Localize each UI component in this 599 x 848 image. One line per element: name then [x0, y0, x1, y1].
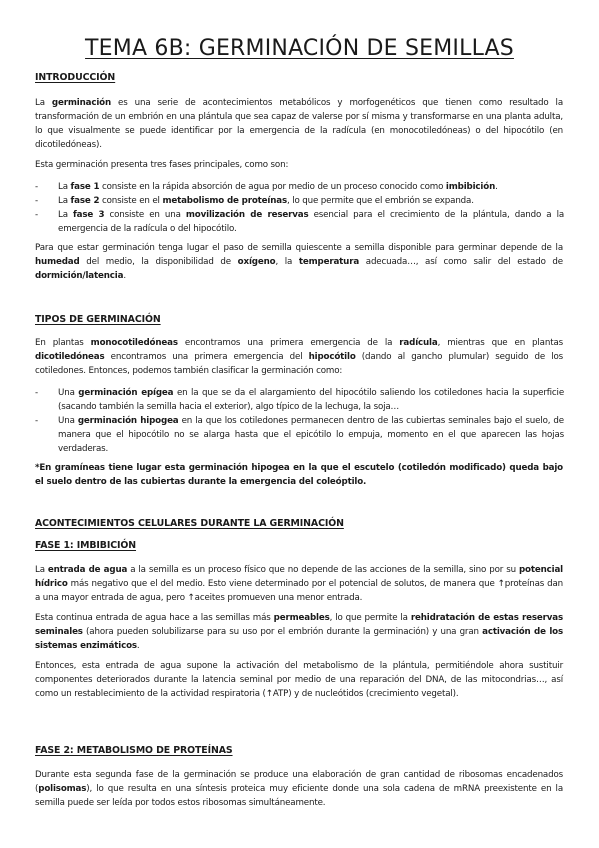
bold-term: potencial hídrico: [35, 565, 563, 589]
intro-bullet-3: - La fase 3 consiste en una movilización de reservas esencial para el crecimiento de la plántula, dando a la emergencia de la radícula o del hipocótilo.: [35, 210, 565, 234]
bold-term: dormición/latencia: [35, 271, 124, 281]
bold-term: germinación hipogea: [77, 416, 179, 426]
heading-fase-1: FASE 1: IMBIBICIÓN: [35, 540, 137, 551]
bold-term: fase 1: [70, 182, 100, 192]
bold-term: humedad: [35, 257, 80, 267]
bold-term: polisomas: [38, 784, 87, 794]
bold-term: germinación epígea: [78, 388, 174, 398]
heading-tipos: TIPOS DE GERMINACIÓN: [35, 314, 161, 325]
fase1-paragraph-3: Entonces, esta entrada de agua supone la activación del metabolismo de la plántula, permitiéndole ahora sustituir componentes deteriorados durante la latencia seminal por medio de una reparación del DNA, de las mitocondrias…, así como un restablecimiento de la actividad respiratoria (↑ATP) y de nucleótidos (crecimiento vegetal).: [35, 661, 563, 699]
heading-fase-2: FASE 2: METABOLISMO DE PROTEÍNAS: [35, 745, 233, 756]
bold-term: fase 2: [70, 196, 100, 206]
bold-term: movilización de reservas: [185, 210, 309, 220]
bold-term: imbibición: [445, 182, 496, 192]
bold-term: fase 3: [72, 210, 105, 220]
fase2-paragraph-1: Durante esta segunda fase de la germinación se produce una elaboración de gran cantidad de ribosomas encadenados (polisomas), lo que resulta en una síntesis proteica muy eficiente donde una sola cadena de mRNA preexistente en la semilla puede ser leída por todos estos ribosomas simultáneamente.: [35, 770, 563, 808]
tipos-note: *En gramíneas tiene lugar esta germinación hipogea en la que el escutelo (cotiledón modificado) queda bajo el suelo dentro de las cubiertas durante la emergencia del coleóptilo.: [35, 463, 563, 487]
bold-term: temperatura: [298, 257, 360, 267]
bold-term: germinación: [51, 98, 112, 108]
bold-term: oxígeno: [237, 257, 276, 267]
heading-acontecimientos: ACONTECIMIENTOS CELULARES DURANTE LA GERMINACIÓN: [35, 518, 344, 529]
bold-term: hipocótilo: [308, 352, 356, 362]
bold-term: activación de los sistemas enzimáticos: [35, 627, 563, 651]
heading-introduccion: INTRODUCCIÓN: [35, 72, 116, 83]
fase1-paragraph-1: La entrada de agua a la semilla es un proceso físico que no depende de las acciones de la semilla, sino por su potencial hídrico más negativo que el del medio. Esto viene determinado por el potencial de solutos, de manera que ↑proteínas dan a una mayor entrada de agua, pero ↑aceites promueven una menor entrada.: [35, 565, 563, 603]
fase1-paragraph-2: Esta continua entrada de agua hace a las semillas más permeables, lo que permite la rehidratación de estas reservas seminales (ahora pueden solubilizarse para su uso por el embrión durante la germinación) y una gran activación de los sistemas enzimáticos.: [35, 613, 563, 651]
intro-bullet-2: - La fase 2 consiste en el metabolismo de proteínas, lo que permite que el embrión se expanda.: [35, 196, 474, 206]
bold-term: metabolismo de proteínas: [162, 196, 288, 206]
page-title: TEMA 6B: GERMINACIÓN DE SEMILLAS: [85, 36, 514, 61]
tipos-bullet-1: - Una germinación epígea en la que se da el alargamiento del hipocótilo saliendo los cotiledones hacia la superficie (sacando también la semilla hacia el exterior), algo típico de la lechuga, la soja…: [35, 388, 565, 412]
tipos-bullet-2: - Una germinación hipogea en la que los cotiledones permanecen dentro de las cubiertas seminales bajo el suelo, de manera que el hipocótilo no se alarga hasta que el epicótilo lo empuja, momento en el que aparecen las hojas verdaderas.: [35, 416, 564, 454]
intro-paragraph-1: La germinación es una serie de acontecimientos metabólicos y morfogenéticos que tienen como resultado la transformación de un embrión en una plántula que sea capaz de valerse por sí misma y transformarse en una planta adulta, lo que visualmente se puede identificar por la emergencia de la radícula (en monocotiledóneas) o del hipocótilo (en dicotiledóneas).: [35, 98, 563, 150]
intro-paragraph-3: Para que estar germinación tenga lugar el paso de semilla quiescente a semilla disponible para germinar depende de la humedad del medio, la disponibilidad de oxígeno, la temperatura adecuada…, así como salir del estado de dormición/latencia.: [35, 243, 563, 281]
intro-bullet-1: - La fase 1 consiste en la rápida absorción de agua por medio de un proceso conocido como imbibición.: [35, 182, 498, 192]
tipos-paragraph-1: En plantas monocotiledóneas encontramos una primera emergencia de la radícula, mientras que en plantas dicotiledóneas encontramos una primera emergencia del hipocótilo (dando al gancho plumular) seguido de los cotiledones. Entonces, podemos también clasificar la germinación como:: [35, 338, 564, 376]
bold-term: entrada de agua: [47, 565, 128, 575]
bold-term: permeables: [273, 613, 330, 623]
intro-paragraph-2: Esta germinación presenta tres fases principales, como son:: [35, 160, 289, 170]
bold-term: monocotiledóneas: [90, 338, 178, 348]
bold-term: rehidratación de estas reservas seminales: [35, 613, 563, 637]
bold-term: dicotiledóneas: [35, 352, 105, 362]
bold-term: radícula: [399, 338, 438, 348]
